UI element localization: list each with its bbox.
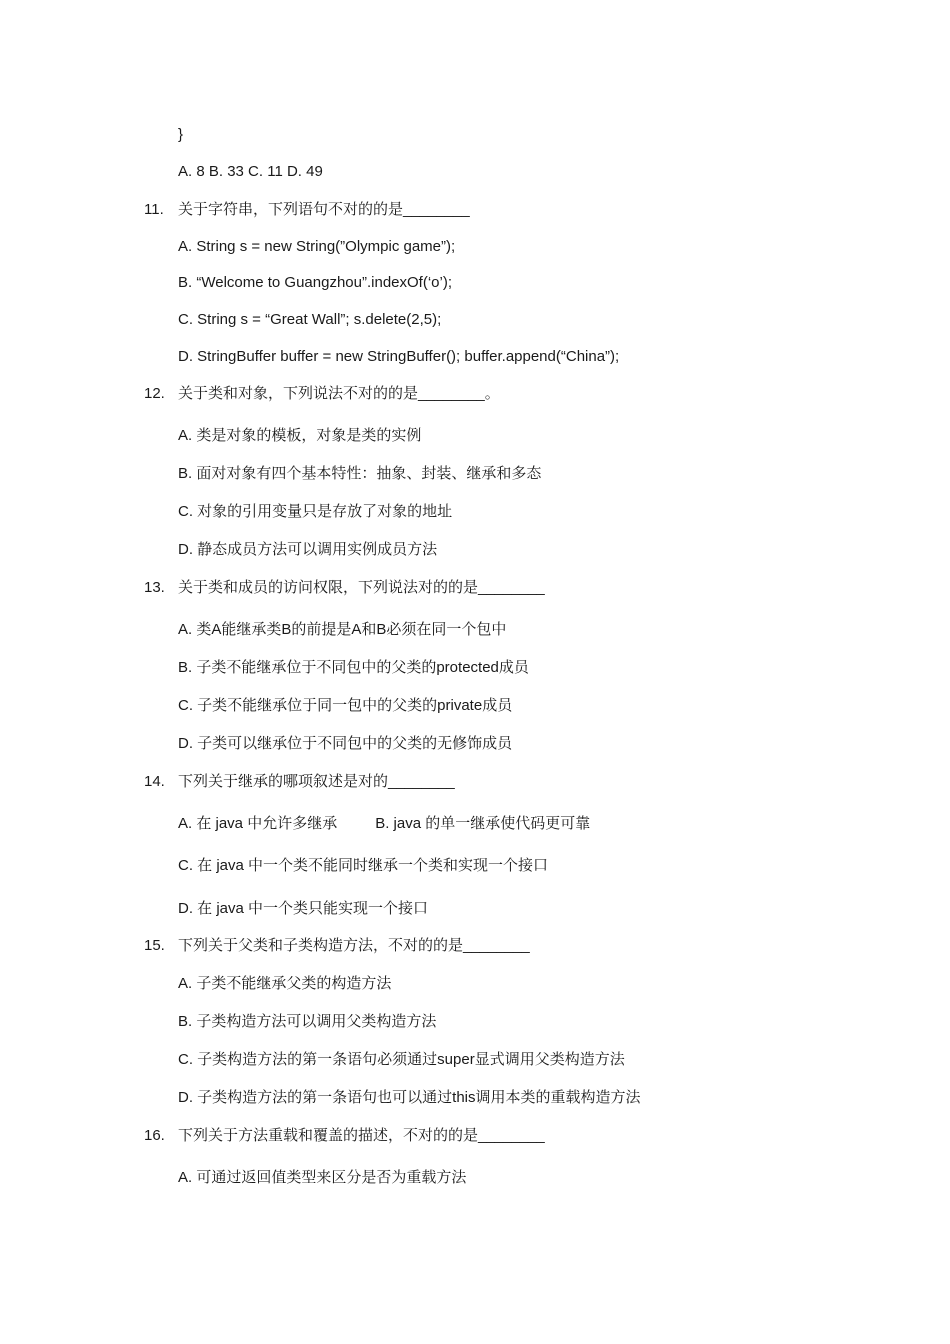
- option-a: A. String s = new String(”Olympic game”);: [178, 238, 456, 255]
- option-b: B. 子类不能继承位于不同包中的父类的protected成员: [178, 659, 529, 676]
- answer-choices-q10: A. 8 B. 33 C. 11 D. 49: [178, 163, 323, 180]
- question-number: 16.: [144, 1127, 165, 1144]
- option-d: D. 子类可以继承位于不同包中的父类的无修饰成员: [178, 735, 513, 752]
- option-d: D. 静态成员方法可以调用实例成员方法: [178, 541, 438, 558]
- option-d: D. StringBuffer buffer = new StringBuffer(); buffer.append(“China”);: [178, 348, 620, 365]
- option-c: C. String s = “Great Wall”; s.delete(2,5);: [178, 311, 442, 328]
- option-row-ab: [178, 814, 590, 834]
- option-c: C. 对象的引用变量只是存放了对象的地址: [178, 503, 453, 520]
- option-d: D. 子类构造方法的第一条语句也可以通过this调用本类的重载构造方法: [178, 1089, 641, 1106]
- question-text: 下列关于父类和子类构造方法，不对的的是________: [178, 937, 530, 954]
- option-b: B. 面对对象有四个基本特性：抽象、封装、继承和多态: [178, 465, 542, 482]
- question-text: 下列关于继承的哪项叙述是对的________: [178, 773, 455, 790]
- closing-brace: }: [178, 126, 184, 143]
- option-a: A. 可通过返回值类型来区分是否为重载方法: [178, 1169, 467, 1186]
- option-c: C. 在 java 中一个类不能同时继承一个类和实现一个接口: [178, 857, 549, 874]
- question-text: 关于类和对象，下列说法不对的的是________。: [178, 385, 500, 402]
- question-number: 11.: [144, 201, 164, 218]
- option-b: B. java 的单一继承使代码更可靠: [375, 815, 591, 832]
- option-a: A. 子类不能继承父类的构造方法: [178, 975, 392, 992]
- option-d: D. 在 java 中一个类只能实现一个接口: [178, 900, 429, 917]
- option-b: B. 子类构造方法可以调用父类构造方法: [178, 1013, 437, 1030]
- option-a: A. 类A能继承类B的前提是A和B必须在同一个包中: [178, 621, 507, 638]
- question-number: 14.: [144, 773, 165, 790]
- question-text: 关于字符串，下列语句不对的的是________: [178, 201, 470, 218]
- question-text: 关于类和成员的访问权限，下列说法对的的是________: [178, 579, 545, 596]
- option-a: A. 类是对象的模板，对象是类的实例: [178, 427, 422, 444]
- option-a: A. 在 java 中允许多继承: [178, 815, 338, 832]
- question-number: 13.: [144, 579, 165, 596]
- option-c: C. 子类不能继承位于同一包中的父类的private成员: [178, 697, 513, 714]
- option-c: C. 子类构造方法的第一条语句必须通过super显式调用父类构造方法: [178, 1051, 625, 1068]
- question-text: 下列关于方法重载和覆盖的描述，不对的的是________: [178, 1127, 545, 1144]
- question-number: 12.: [144, 385, 165, 402]
- question-number: 15.: [144, 937, 165, 954]
- option-b: B. “Welcome to Guangzhou”.indexOf(‘o’);: [178, 274, 453, 291]
